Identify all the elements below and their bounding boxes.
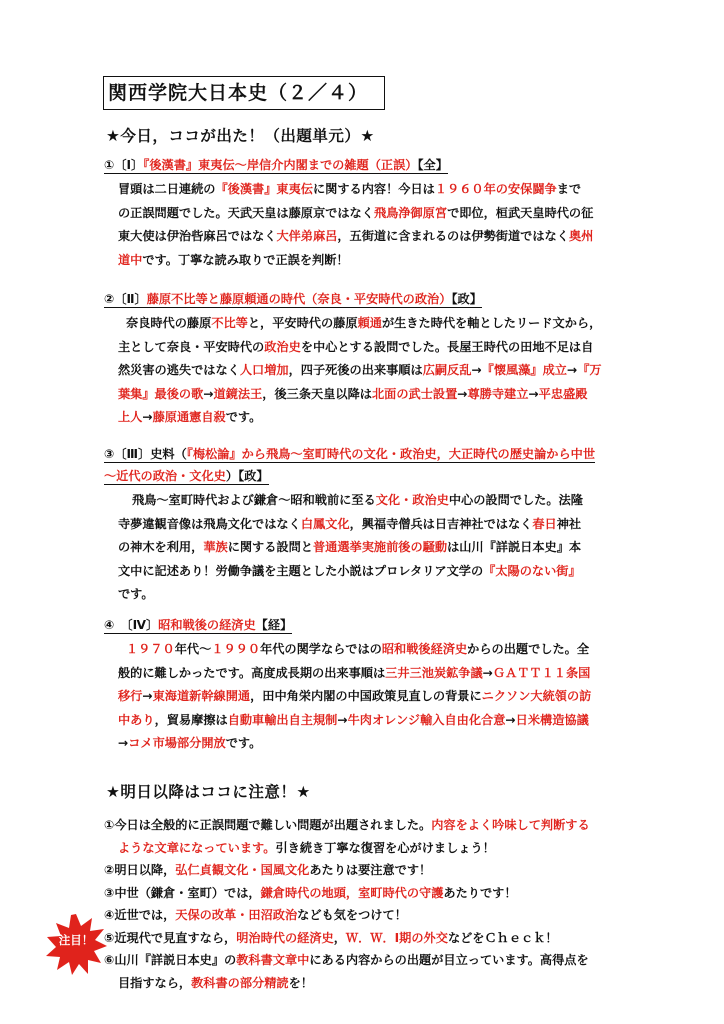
- note-item: [104, 927, 628, 950]
- highlight-text: 華族: [203, 540, 228, 554]
- item-1-heading: [104, 158, 448, 174]
- highlight-text: ＧＡＴＴ１１条国: [492, 665, 591, 680]
- highlight-text: ような文章になっています。: [118, 840, 276, 855]
- highlight-text: 教科書文章中: [236, 953, 310, 967]
- highlight-text: 『後漢書』東夷伝: [215, 182, 313, 196]
- text-run: →: [118, 736, 129, 750]
- notes-list: [104, 814, 628, 994]
- text-run: からの出題でした。全: [467, 642, 590, 656]
- text-run: ③〔Ⅲ〕史料（: [104, 447, 187, 461]
- text-run: ，田中角栄内閣の中国政策見直しの背景に: [250, 689, 482, 703]
- note-item: [104, 859, 628, 882]
- highlight-text: 広嗣反乱: [422, 363, 472, 377]
- text-run: 中心の設問でした。法隆: [448, 493, 583, 507]
- item-3-heading: [104, 447, 595, 463]
- highlight-text: 政治史: [264, 339, 301, 354]
- item-3-line: [104, 489, 624, 513]
- highlight-text: 平忠盛殿: [538, 386, 588, 401]
- highlight-text: 大伴弟麻呂: [276, 229, 338, 243]
- highlight-text: 自動車輸出自主規制: [227, 712, 338, 727]
- note-item: [104, 904, 628, 927]
- highlight-text: 藤原通憲自殺: [152, 410, 226, 424]
- highlight-text: 鎌倉時代の地頭，室町時代の守護: [260, 885, 444, 900]
- item-4-heading: [104, 618, 292, 634]
- highlight-text: 中あり: [118, 712, 155, 727]
- highlight-text: 天保の改革・田沼政治: [175, 908, 298, 922]
- highlight-text: 上人: [118, 410, 143, 424]
- text-run: ④近世では，: [104, 908, 176, 922]
- text-run: 般的に難しかったです。高度成長期の出来事順は: [118, 665, 386, 680]
- text-run: なども気をつけて！: [297, 908, 407, 922]
- highlight-text: 『万: [577, 363, 602, 377]
- highlight-text: 道鏡法王: [213, 386, 263, 401]
- text-run: →: [505, 712, 516, 727]
- item-1: [104, 154, 624, 272]
- text-run: の正誤問題でした。天武天皇は藤原京ではなく: [118, 205, 374, 220]
- highlight-text: 藤原不比等と藤原頼通の時代（奈良・平安時代の政治）: [146, 292, 452, 306]
- text-run: →: [471, 363, 482, 377]
- text-run: などをＣｈｅｃｋ！: [447, 930, 558, 945]
- text-run: は山川『詳説日本史』本: [447, 540, 582, 554]
- highlight-text: 教科書の部分精読: [191, 975, 289, 990]
- item-4-line: [104, 638, 624, 662]
- note-item-cont: [104, 972, 628, 995]
- text-run: 文中に記述あり！労働争議を主題とした小説はプロレタリア文学の: [118, 563, 484, 578]
- text-run: 【経】: [255, 618, 293, 632]
- attention-badge-label: 注目！: [58, 933, 94, 947]
- highlight-text: 白鳳文化: [300, 516, 350, 531]
- text-run: →: [457, 386, 468, 401]
- text-run: 冒頭は二日連続の: [118, 182, 216, 196]
- item-4-line: [104, 709, 624, 733]
- section-heading-tomorrow: ★明日以降はココに注意！★: [106, 783, 311, 801]
- highlight-text: Ｗ．Ｗ．Ⅰ期の外交: [345, 930, 448, 945]
- highlight-text: 奥州: [568, 229, 594, 243]
- highlight-text: 春日: [532, 516, 557, 531]
- text-run: 年代の関学ならではの: [260, 642, 382, 656]
- text-run: ②明日以降，: [104, 863, 176, 877]
- text-run: あたりです！: [443, 885, 517, 900]
- item-2-line: [104, 406, 624, 430]
- text-run: です。: [225, 410, 262, 424]
- text-run: 然災害の逃失ではなく: [118, 363, 240, 377]
- item-2-heading: [104, 292, 482, 308]
- text-run: →: [337, 712, 348, 727]
- text-run: に関する設問と: [227, 540, 313, 554]
- highlight-text: 文化・政治史: [375, 493, 449, 507]
- item-4-line: [104, 662, 624, 686]
- text-run: あたりは要注意です！: [309, 863, 432, 877]
- text-run: と，平安時代の藤原: [247, 316, 358, 330]
- item-1-line: [104, 202, 624, 226]
- item-3-line: [104, 513, 624, 537]
- highlight-text: 内容をよく吟味して判断する: [431, 818, 590, 832]
- item-3-line: [104, 536, 624, 560]
- highlight-text: 普通選挙実施前後の騒動: [313, 540, 448, 554]
- text-run: ③中世（鎌倉・室町）では，: [104, 885, 261, 900]
- highlight-text: 三井三池炭鉱争議: [385, 665, 483, 680]
- text-run: に関する内容！今日は: [313, 182, 435, 196]
- text-run: ，後三条天皇以降は: [262, 386, 372, 401]
- text-run: 年代～: [174, 642, 212, 656]
- text-run: ，貿易摩擦は: [154, 712, 228, 727]
- text-run: ，四子死後の出来事順は: [288, 363, 423, 377]
- highlight-text: 不比等: [211, 316, 248, 330]
- text-run: ，興福寺僧兵は日吉神社ではなく: [349, 516, 533, 531]
- text-run: 主として奈良・平安時代の: [118, 339, 265, 354]
- highlight-text: 日米構造協議: [515, 712, 589, 727]
- text-run: 東大使は伊治呰麻呂ではなく: [118, 229, 277, 243]
- item-4-line: [104, 685, 624, 709]
- section-heading-today: ★今日，ココが出た！（出題単元）★: [106, 127, 375, 145]
- note-item-cont: [104, 837, 628, 860]
- text-run: ⑤近現代で見直すなら，: [104, 930, 237, 945]
- item-1-line: [104, 225, 624, 249]
- item-2-line: [104, 312, 624, 336]
- text-run: ，: [333, 930, 346, 945]
- text-run: ①今日は全般的に正誤問題で難しい問題が出題されました。: [104, 818, 432, 832]
- text-run: 【政】: [451, 292, 482, 306]
- highlight-text: 移行: [118, 689, 143, 703]
- highlight-text: 頼通: [357, 316, 382, 330]
- highlight-text: 『梅松論』から飛鳥～室町時代の文化・政治史，大正時代の歴史論から中世: [186, 447, 596, 461]
- text-run: 目指すなら，: [118, 975, 192, 990]
- item-2-line: [104, 336, 624, 360]
- text-run: 【全】: [417, 158, 448, 172]
- note-item: [104, 882, 628, 905]
- note-item: [104, 949, 628, 972]
- text-run: にある内容からの出題が目立っています。高得点を: [309, 953, 589, 967]
- item-4: [104, 614, 624, 756]
- text-run: →: [482, 665, 493, 680]
- highlight-text: 『懐風藻』成立: [481, 363, 567, 377]
- text-run: が生きた時代を軸としたリード文から，: [381, 316, 602, 330]
- text-run: で即位，桓武天皇時代の征: [447, 205, 594, 220]
- text-run: ①〔Ⅰ〕: [104, 158, 144, 172]
- highlight-text: ニクソン大統領の訪: [481, 689, 592, 703]
- text-run: →: [142, 689, 153, 703]
- highlight-text: 飛鳥浄御原宮: [373, 205, 448, 220]
- text-run: →: [203, 386, 214, 401]
- highlight-text: １９９０: [211, 642, 261, 656]
- item-2: [104, 288, 624, 430]
- text-run: の神木を利用，: [118, 540, 204, 554]
- text-run: ④ 〔Ⅳ〕: [104, 618, 159, 632]
- highlight-text: 弘仁貞観文化・国風文化: [175, 863, 310, 877]
- text-run: 寺夢違観音像は飛鳥文化ではなく: [118, 516, 301, 531]
- text-run: ⑥山川『詳説日本史』の: [104, 953, 237, 967]
- text-run: です。: [225, 736, 262, 750]
- text-run: です。: [118, 587, 154, 601]
- text-run: 飛鳥～室町時代および鎌倉～昭和戦前に至る: [132, 493, 376, 507]
- text-run: を中心とする設問でした。長屋王時代の田地不足は自: [300, 339, 594, 354]
- highlight-text: １９６０年の安保闘争: [434, 182, 557, 196]
- text-run: を！: [288, 975, 313, 990]
- item-1-line: [104, 249, 624, 273]
- highlight-text: 道中: [118, 252, 143, 267]
- highlight-text: 『後漢書』東夷伝～岸信介内閣までの雑題（正誤）: [143, 158, 418, 172]
- note-item: [104, 814, 628, 837]
- text-run: まで: [556, 182, 582, 196]
- highlight-text: 牛肉オレンジ輸入自由化合意: [347, 712, 506, 727]
- text-run: ）【政】: [225, 469, 269, 483]
- item-1-line: [104, 178, 624, 202]
- text-run: 引き続き丁寧な復習を心がけましょう！: [275, 840, 495, 855]
- highlight-text: 人口増加: [239, 363, 289, 377]
- highlight-text: コメ市場部分開放: [128, 736, 226, 750]
- highlight-text: 昭和戦後の経済史: [158, 618, 256, 632]
- highlight-text: 尊勝寺建立: [467, 386, 529, 401]
- text-run: ，五街道に含まれるのは伊勢街道ではなく: [337, 229, 569, 243]
- text-run: 神社: [556, 516, 582, 531]
- item-3: [104, 443, 624, 607]
- highlight-text: 『太陽のない街』: [483, 563, 581, 578]
- highlight-text: 北面の武士設置: [371, 386, 458, 401]
- text-run: →: [142, 410, 153, 424]
- highlight-text: １９７０: [126, 642, 175, 656]
- item-4-line: [104, 732, 624, 756]
- item-3-line: [104, 560, 624, 584]
- text-run: ②〔Ⅱ〕: [104, 292, 147, 306]
- item-2-line: [104, 383, 624, 407]
- text-run: →: [528, 386, 539, 401]
- highlight-text: 東海道新幹線開通: [152, 689, 251, 703]
- text-run: です。丁寧な読み取りで正誤を判断！: [142, 252, 349, 267]
- item-3-line: [104, 583, 624, 607]
- highlight-text: 明治時代の経済史: [236, 930, 334, 945]
- item-2-line: [104, 359, 624, 383]
- highlight-text: ～近代の政治・文化史: [104, 469, 226, 483]
- document-title: 関西学院大日本史（２／４）: [103, 76, 385, 110]
- highlight-text: 昭和戦後経済史: [381, 642, 468, 656]
- item-3-heading-cont: [104, 469, 269, 485]
- text-run: 奈良時代の藤原: [126, 316, 212, 330]
- highlight-text: 葉集』最後の歌: [118, 386, 204, 401]
- text-run: →: [566, 363, 578, 377]
